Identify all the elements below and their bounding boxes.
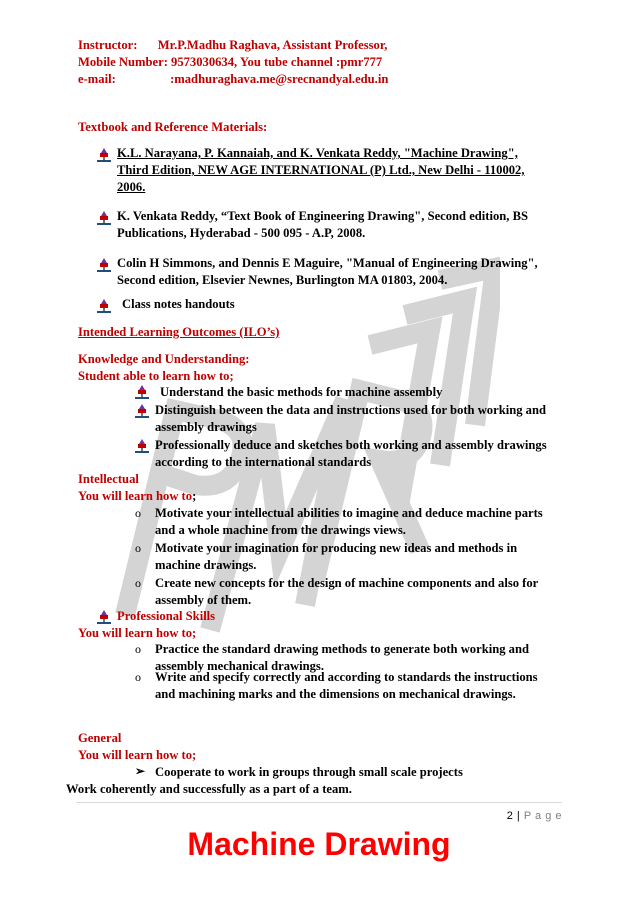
knowledge-3-line-1: Professionally deduce and sketches both working and assembly drawings [155, 438, 547, 452]
email-line [78, 72, 388, 87]
professional-2-line-1: Write and specify correctly and according to standards the instructions [155, 670, 538, 684]
intellectual-sub-text: You will learn how to [78, 489, 193, 503]
professional-sub: You will learn how to; [78, 626, 197, 640]
professional-1-line-1: Practice the standard drawing methods to generate both working and [155, 642, 529, 656]
general-item: Cooperate to work in groups through small scale projects [155, 765, 463, 779]
general-sub: You will learn how to; [78, 748, 197, 762]
textbook-heading: Textbook and Reference Materials: [78, 120, 268, 134]
textbook-1-line-1: K.L. Narayana, P. Kannaiah, and K. Venkata Reddy, "Machine Drawing", [117, 146, 518, 160]
professional-2-line-2: and machining marks and the dimensions on mechanical drawings. [155, 687, 516, 701]
footer-divider [76, 802, 562, 803]
intellectual-1-line-1: Motivate your intellectual abilities to imagine and deduce machine parts [155, 506, 543, 520]
circle-bullet: o [135, 506, 141, 520]
intellectual-3-line-2: assembly of them. [155, 593, 252, 607]
footer-title: Machine Drawing [187, 826, 451, 862]
mobile-line: Mobile Number: 9573030634, You tube channel :pmr777 [78, 55, 383, 69]
textbook-3-line-1: Colin H Simmons, and Dennis E Maguire, "Manual of Engineering Drawing", [117, 256, 538, 270]
intellectual-heading: Intellectual [78, 472, 139, 486]
knowledge-2-line-2: assembly drawings [155, 420, 257, 434]
intellectual-2-line-2: machine drawings. [155, 558, 257, 572]
knowledge-heading: Knowledge and Understanding: [78, 352, 250, 366]
page-number [507, 810, 562, 822]
textbook-4-line-1: Class notes handouts [122, 297, 235, 311]
pin-icon [97, 148, 111, 162]
general-heading: General [78, 731, 122, 745]
pin-icon [135, 439, 149, 453]
instructor-label: Instructor: [78, 38, 138, 52]
intellectual-3-line-1: Create new concepts for the design of machine components and also for [155, 576, 539, 590]
textbook-1-line-3: 2006. [117, 180, 146, 194]
intellectual-sub [78, 489, 196, 504]
arrow-bullet-icon: ➢ [135, 764, 146, 778]
textbook-2-line-1: K. Venkata Reddy, “Text Book of Engineering Drawing", Second edition, BS [117, 209, 528, 223]
student-line: Student able to learn how to; [78, 369, 234, 383]
circle-bullet: o [135, 670, 141, 684]
pin-icon [135, 404, 149, 418]
ilo-heading: Intended Learning Outcomes (ILO’s) [78, 325, 280, 339]
circle-bullet: o [135, 541, 141, 555]
email-value: :madhuraghava.me@srecnandyal.edu.in [170, 72, 389, 86]
knowledge-1-line-1: Understand the basic methods for machine assembly [160, 385, 443, 399]
knowledge-3-line-2: according to the international standards [155, 455, 372, 469]
pin-icon [97, 610, 111, 624]
circle-bullet: o [135, 576, 141, 590]
intellectual-2-line-1: Motivate your imagination for producing new ideas and methods in [155, 541, 518, 555]
textbook-1-line-2: Third Edition, NEW AGE INTERNATIONAL (P) Ltd., New Delhi - 110002, [117, 163, 525, 177]
pin-icon [97, 211, 111, 225]
textbook-3-line-2: Second edition, Elsevier Newnes, Burlington MA 01803, 2004. [117, 273, 448, 287]
professional-heading: Professional Skills [117, 609, 216, 623]
intellectual-1-line-2: and a whole machine from the drawings views. [155, 523, 406, 537]
pin-icon [135, 385, 149, 399]
intellectual-sub-end: ; [192, 489, 197, 503]
page-separator: | [513, 810, 524, 822]
pin-icon [97, 258, 111, 272]
page-number-value: 2 [506, 810, 514, 822]
professional-1-line-2: assembly mechanical drawings. [155, 659, 324, 673]
circle-bullet: o [135, 642, 141, 656]
instructor-value: Mr.P.Madhu Raghava, Assistant Professor, [157, 38, 388, 52]
textbook-2-line-2: Publications, Hyderabad - 500 095 - A.P, 2008. [117, 226, 366, 240]
pin-icon [97, 299, 111, 313]
general-last-line: Work coherently and successfully as a part of a team. [66, 782, 352, 796]
page-label: P a g e [523, 810, 562, 822]
instructor-line [78, 38, 387, 53]
knowledge-2-line-1: Distinguish between the data and instructions used for both working and [155, 403, 546, 417]
email-label: e-mail: [78, 72, 116, 86]
